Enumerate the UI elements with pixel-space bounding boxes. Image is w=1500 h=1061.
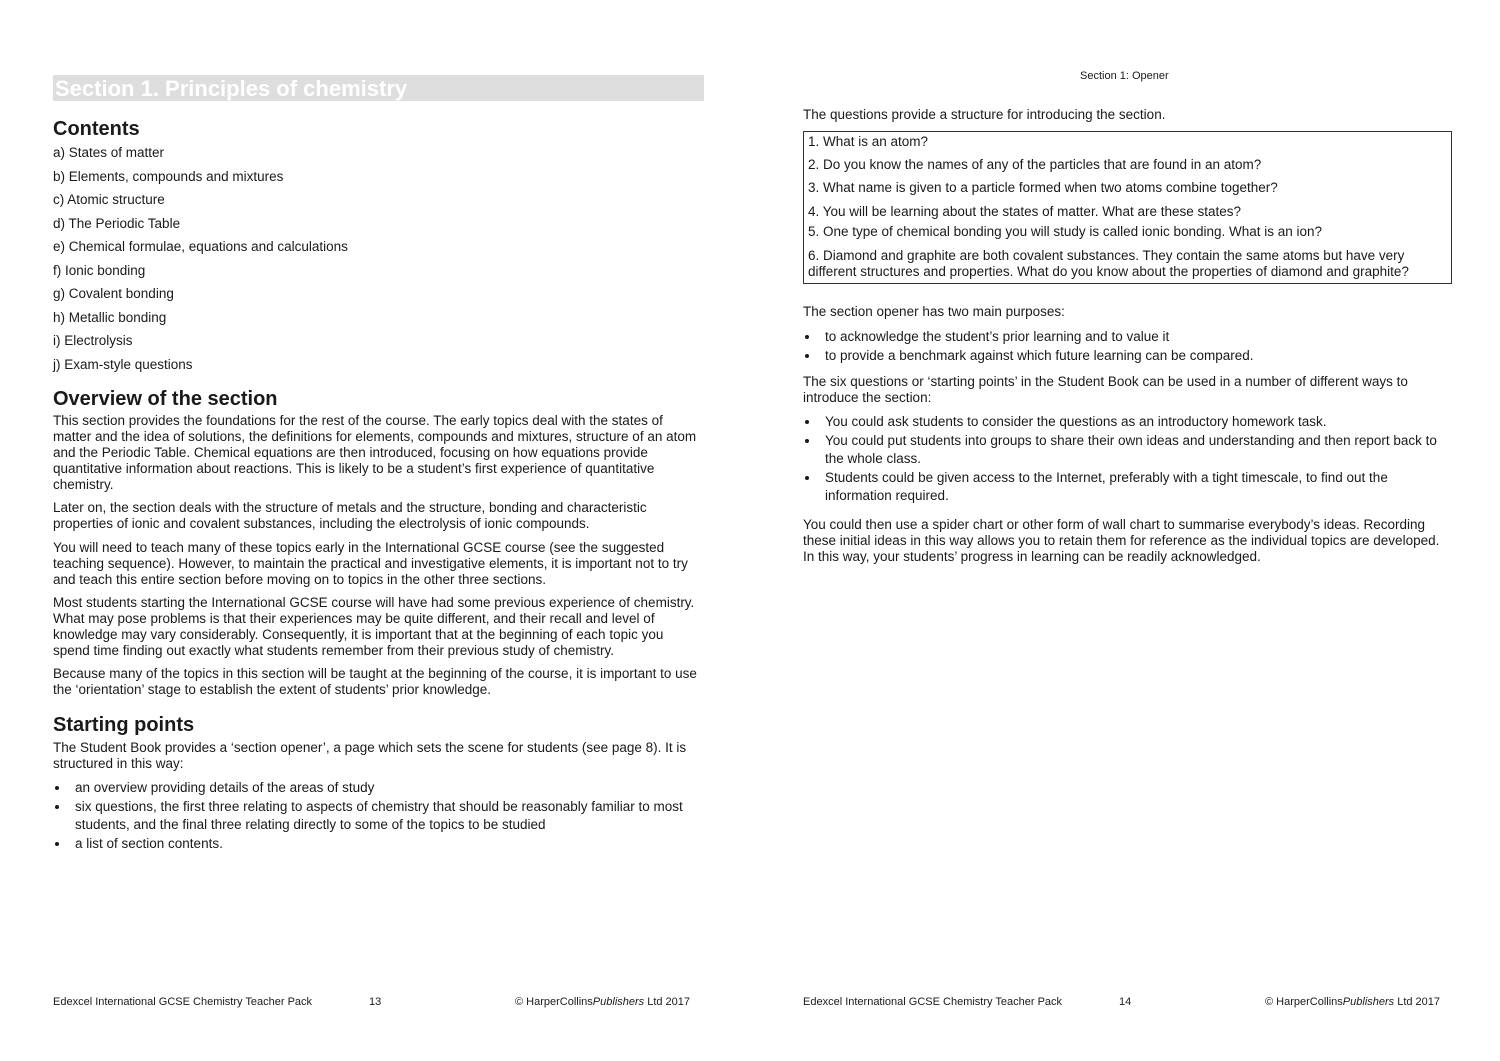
contents-item: a) States of matter [53, 145, 165, 160]
ways-bullets [803, 413, 1443, 506]
purposes-bullets [803, 328, 1433, 366]
footer-title: Edexcel International GCSE Chemistry Teacher Pack [53, 996, 313, 1008]
bullet-item: an overview providing details of the areas of study [53, 779, 683, 797]
bullet-item: You could ask students to consider the questions as an introductory homework task. [803, 413, 1443, 431]
contents-list [53, 144, 348, 379]
bullet-item: Students could be given access to the Internet, preferably with a tight timescale, to find out the information required. [803, 469, 1443, 505]
question-item: 3. What name is given to a particle formed when two atoms combine together? [808, 180, 1278, 195]
starting-points-heading: Starting points [53, 714, 195, 736]
contents-item: e) Chemical formulae, equations and calculations [53, 239, 348, 254]
contents-item: j) Exam-style questions [53, 356, 193, 372]
question-item: 1. What is an atom? [808, 134, 929, 149]
questions-box [803, 131, 1452, 284]
contents-item: b) Elements, compounds and mixtures [53, 168, 284, 184]
ways-intro: The six questions or ‘starting points’ in the Student Book can be used in a number of different ways to introduce the section: [803, 374, 1408, 405]
closing-paragraph: You could then use a spider chart or other form of wall chart to summarise everybody’s ideas. Recording these initial ideas in this way allows you to retain them for reference as the individual topics are developed. In this way, your students’ progress in learning can be readily acknowledged. [803, 517, 1440, 564]
footer-page-number: 13 [369, 996, 382, 1008]
question-item: 6. Diamond and graphite are both covalent substances. They contain the same atoms but have very different structures and properties. What do you know about the properties of diamond and graphite? [808, 248, 1409, 279]
bullet-item: a list of section contents. [53, 835, 683, 853]
overview-paragraph: You will need to teach many of these topics early in the International GCSE course (see the suggested teaching sequence). However, to maintain the practical and investigative elements, it is important not to try and teach this entire section before moving on to topics in the other three sections. [53, 540, 688, 587]
starting-points-intro: The Student Book provides a ‘section opener’, a page which sets the scene for students (see page 8). It is structured in this way: [53, 740, 687, 771]
contents-item: h) Metallic bonding [53, 309, 167, 325]
starting-points-bullets [53, 779, 683, 854]
section-title-banner: Section 1. Principles of chemistry [53, 75, 704, 101]
bullet-item: to acknowledge the student’s prior learning and to value it [803, 328, 1433, 346]
contents-item: i) Electrolysis [53, 333, 133, 348]
footer-copyright: © HarperCollinsPublishers Ltd 2017 [1265, 996, 1441, 1008]
contents-item: f) Ionic bonding [53, 262, 146, 278]
question-item: 5. One type of chemical bonding you will study is called ionic bonding. What is an ion? [808, 224, 1323, 239]
contents-item: g) Covalent bonding [53, 286, 174, 301]
running-head: Section 1: Opener [1080, 70, 1169, 82]
footer-title: Edexcel International GCSE Chemistry Teacher Pack [803, 996, 1063, 1008]
overview-paragraph: Later on, the section deals with the structure of metals and the structure, bonding and characteristic properties of ionic and covalent substances, including the electrolysis of ionic compounds. [53, 500, 647, 531]
right-page [750, 0, 1500, 1061]
overview-paragraph: This section provides the foundations for the rest of the course. The early topics deal with the states of matter and the idea of solutions, the definitions for elements, compounds and mixtures, structure of an atom and the Periodic Table. Chemical equations are then introduced, focusing on how equations provide quantitative information about reactions. This is likely to be a student’s first experience of quantitative chemistry. [53, 413, 697, 492]
overview-paragraph: Most students starting the International GCSE course will have had some previous experience of chemistry. What may pose problems is that their experiences may be quite different, and their recall and level of knowledge may vary considerably. Consequently, it is important that at the beginning of each topic you spend time finding out exactly what students remember from their previous study of chemistry. [53, 595, 695, 658]
question-item: 4. You will be learning about the states of matter. What are these states? [808, 204, 1242, 219]
contents-item: c) Atomic structure [53, 192, 165, 207]
contents-heading: Contents [53, 118, 140, 140]
bullet-item: You could put students into groups to share their own ideas and understanding and then report back to the whole class. [803, 432, 1443, 468]
footer-copyright: © HarperCollinsPublishers Ltd 2017 [515, 996, 691, 1008]
contents-item: d) The Periodic Table [53, 215, 181, 231]
footer-page-number: 14 [1119, 996, 1132, 1008]
purposes-intro: The section opener has two main purposes: [803, 304, 1065, 319]
bullet-item: to provide a benchmark against which future learning can be compared. [803, 347, 1433, 365]
question-item: 2. Do you know the names of any of the particles that are found in an atom? [808, 157, 1262, 172]
questions-intro: The questions provide a structure for introducing the section. [803, 107, 1166, 122]
overview-heading: Overview of the section [53, 388, 278, 410]
bullet-item: six questions, the first three relating to aspects of chemistry that should be reasonably familiar to most students, and the final three relating directly to some of the topics to be studied [53, 798, 683, 834]
overview-paragraph: Because many of the topics in this section will be taught at the beginning of the course, it is important to use the ‘orientation’ stage to establish the extent of students’ prior knowledge. [53, 666, 697, 697]
